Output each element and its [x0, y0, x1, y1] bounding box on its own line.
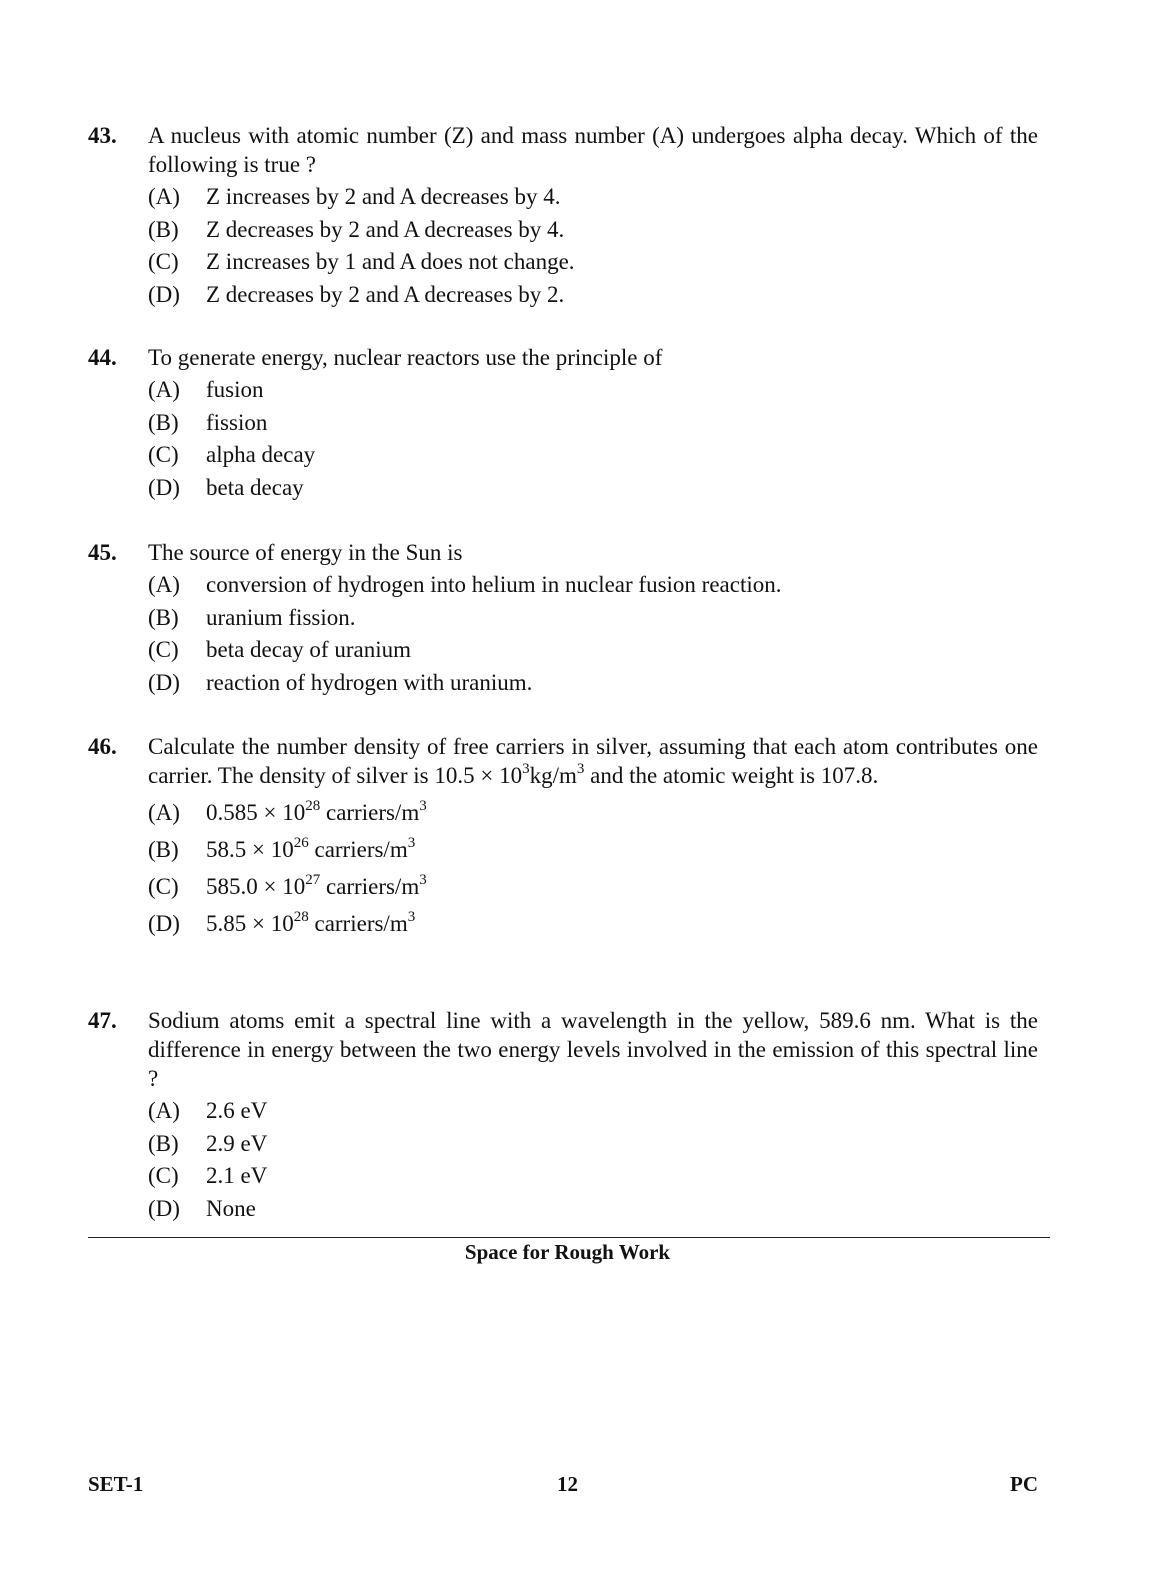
unit: carriers/m [320, 800, 420, 825]
exponent: 28 [293, 909, 309, 926]
option-text [206, 831, 415, 868]
question-number: 47. [88, 1008, 117, 1033]
question-text-part: and the atomic weight is 107.8. [584, 763, 879, 788]
option-b [148, 407, 1038, 440]
option-text: 2.6 eV [206, 1098, 268, 1123]
option-label: (D) [148, 1195, 180, 1221]
option-label: (B) [148, 409, 179, 435]
option-b [148, 214, 1038, 247]
option-d [148, 1193, 1038, 1226]
option-label: (A) [148, 800, 180, 825]
option-text: alpha decay [206, 442, 316, 467]
exponent: 26 [293, 835, 309, 852]
option-text [206, 905, 415, 942]
option-label: (B) [148, 837, 179, 862]
unit-exponent: 3 [407, 909, 416, 926]
question-text: Sodium atoms emit a spectral line with a wavelength in the yellow, 589.6 nm. What is the difference in energy between the two energy levels involved in the emission of this spectral line ? [148, 1008, 1038, 1091]
option-a [148, 794, 1038, 831]
option-text: 2.1 eV [206, 1163, 268, 1188]
question-text-part: kg/m [529, 763, 577, 788]
option-d [148, 667, 1038, 700]
option-c [148, 868, 1038, 905]
option-label: (C) [148, 637, 179, 662]
question-text-part: Calculate the number density of free carriers in silver, assuming that each atom contributes one carrier. The density of silver is 10.5 × 10 [148, 734, 1038, 788]
option-text: beta decay of uranium [206, 637, 411, 662]
question-text: A nucleus with atomic number (Z) and mass number (A) undergoes alpha decay. Which of the following is true ? [148, 123, 1038, 177]
unit: carriers/m [308, 911, 408, 936]
option-b [148, 831, 1038, 868]
option-label: (A) [148, 1098, 180, 1123]
option-label: (D) [148, 911, 180, 936]
option-label: (B) [148, 216, 179, 242]
question-number: 46. [88, 734, 117, 759]
option-label: (C) [148, 442, 179, 467]
option-d [148, 472, 1038, 505]
option-label: (C) [148, 249, 179, 274]
option-text: Z increases by 1 and A does not change. [206, 249, 575, 274]
question-text: The source of energy in the Sun is [148, 540, 463, 565]
option-text [206, 868, 427, 905]
mantissa: 585.0 × 10 [206, 874, 306, 899]
option-a [148, 181, 1038, 214]
footer-set: SET-1 [88, 1472, 144, 1496]
option-text: None [206, 1195, 256, 1221]
question-46 [88, 732, 1038, 942]
question-text: To generate energy, nuclear reactors use the principle of [148, 345, 663, 370]
question-number: 44. [88, 345, 117, 370]
exponent: 28 [305, 798, 321, 815]
option-text: conversion of hydrogen into helium in nuclear fusion reaction. [206, 572, 782, 597]
option-text: fission [206, 409, 268, 435]
option-c [148, 1160, 1038, 1193]
footer-code: PC [1010, 1472, 1038, 1496]
mantissa: 58.5 × 10 [206, 837, 294, 862]
option-label: (B) [148, 604, 179, 630]
unit-exponent: 3 [407, 835, 416, 852]
option-label: (A) [148, 184, 180, 209]
option-label: (A) [148, 572, 180, 597]
option-a [148, 569, 1038, 602]
unit: carriers/m [320, 874, 420, 899]
exponent: 27 [305, 872, 321, 889]
option-text [206, 794, 427, 831]
mantissa: 5.85 × 10 [206, 911, 294, 936]
option-text: Z decreases by 2 and A decreases by 4. [206, 216, 565, 242]
option-d [148, 905, 1038, 942]
option-text: Z increases by 2 and A decreases by 4. [206, 184, 561, 209]
option-b [148, 1128, 1038, 1161]
page-number: 12 [557, 1472, 578, 1496]
question-number: 45. [88, 540, 117, 565]
option-label: (D) [148, 669, 180, 695]
question-44 [88, 343, 1038, 504]
option-c [148, 634, 1038, 667]
question-number: 43. [88, 123, 117, 148]
option-label: (A) [148, 377, 180, 402]
option-label: (B) [148, 1130, 179, 1156]
option-text: uranium fission. [206, 604, 356, 630]
divider [88, 1237, 1050, 1238]
option-label: (C) [148, 874, 179, 899]
option-a [148, 374, 1038, 407]
mantissa: 0.585 × 10 [206, 800, 306, 825]
option-b [148, 602, 1038, 635]
unit-exponent: 3 [419, 798, 427, 815]
option-text: 2.9 eV [206, 1130, 268, 1156]
exponent: 3 [576, 761, 585, 778]
option-c [148, 246, 1038, 279]
exponent: 3 [522, 761, 530, 778]
option-text: fusion [206, 377, 264, 402]
rough-work-heading: Space for Rough Work [464, 1240, 671, 1264]
option-c [148, 439, 1038, 472]
unit: carriers/m [308, 837, 408, 862]
option-label: (C) [148, 1163, 179, 1188]
question-text [148, 732, 1038, 790]
unit-exponent: 3 [419, 872, 427, 889]
option-text: Z decreases by 2 and A decreases by 2. [206, 281, 565, 307]
question-43 [88, 121, 1038, 311]
option-label: (D) [148, 474, 180, 500]
option-label: (D) [148, 281, 180, 307]
question-47 [88, 1006, 1038, 1225]
option-d [148, 279, 1038, 312]
option-text: beta decay [206, 474, 304, 500]
option-text: reaction of hydrogen with uranium. [206, 669, 533, 695]
question-45 [88, 538, 1038, 699]
option-a [148, 1095, 1038, 1128]
